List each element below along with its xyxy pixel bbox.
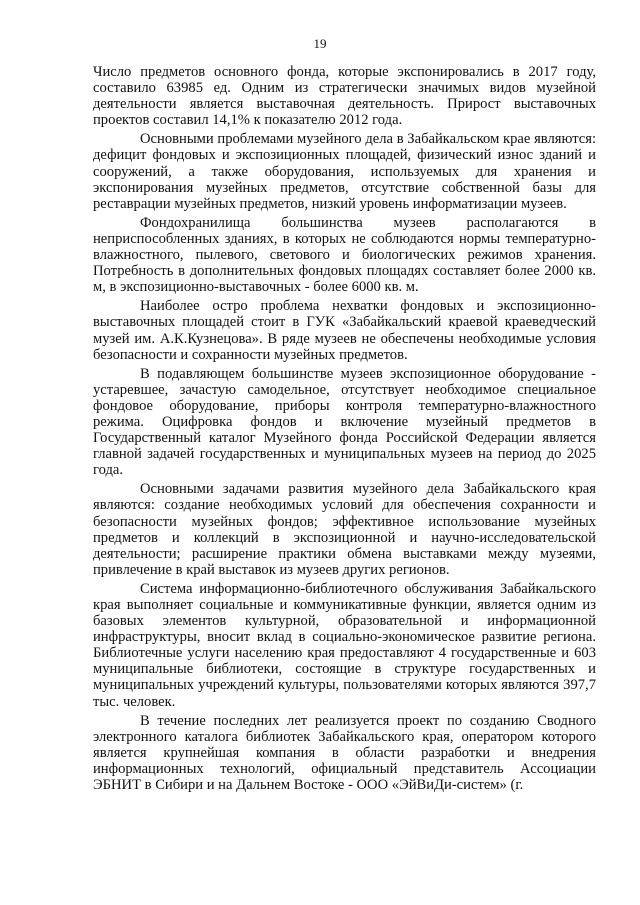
paragraph-space-shortage: Наиболее остро проблема нехватки фондовых и экспозиционно-выставочных площадей стоит в ГУК «Забайкальский краевой краеведческий музей им. А.К.Кузнецова». В ряде музеев не обеспечены необходимые условия безопасности и сохранности музейных предметов.	[93, 298, 596, 363]
document-body	[93, 64, 596, 796]
paragraph-storage-facilities: Фондохранилища большинства музеев располагаются в неприспособленных зданиях, в которых не соблюдаются нормы температурно-влажностного, пылевого, светового и биологических режимов хранения. Потребность в дополнительных фондовых площадях составляет более 2000 кв. м, в экспозиционно-выставочных - более 6000 кв. м.	[93, 214, 596, 296]
paragraph-electronic-catalog: В течение последних лет реализуется проект по созданию Сводного электронного каталога библиотек Забайкальского края, оператором которого является крупнейшая компания в области разработки и внедрения информационных технологий, официальный представитель Ассоциации ЭБНИТ в Сибири и на Дальнем Востоке - ООО «ЭйВиДи-систем» (г.	[93, 712, 596, 794]
paragraph-exhibition-equipment: В подавляющем большинстве музеев экспозиционное оборудование - устаревшее, зачастую самодельное, отсутствует необходимое специальное фондовое оборудование, приборы контроля температурно-влажностного режима. Оцифровка фондов и включение музейный предметов в Государственный каталог Музейного фонда Российской Федерации является главной задачей государственных и муниципальных музеев на период до 2025 года.	[93, 365, 596, 479]
paragraph-development-tasks: Основными задачами развития музейного дела Забайкальского края являются: создание необходимых условий для обеспечения сохранности и безопасности музейных фондов; эффективное использование музейных предметов и коллекций в экспозиционной и научно-исследовательской деятельности; расширение практики обмена выставками между музеями, привлечение в край выставок из музеев других регионов.	[93, 481, 596, 578]
paragraph-museum-problems: Основными проблемами музейного дела в Забайкальском крае являются: дефицит фондовых и экспозиционных площадей, физический износ зданий и сооружений, а также оборудования, используемых для хранения и экспонирования музейных предметов, отсутствие собственной базы для реставрации музейных предметов, низкий уровень информатизации музеев.	[93, 131, 596, 212]
paragraph-museum-fund-count: Число предметов основного фонда, которые экспонировались в 2017 году, составило 63985 ед. Одним из стратегически значимых видов музейной деятельности является выставочная деятельность. Прирост выставочных проектов составил 14,1% к показателю 2012 года.	[93, 64, 596, 129]
page-number: 19	[313, 36, 327, 51]
paragraph-library-system: Система информационно-библиотечного обслуживания Забайкальского края выполняет социальные и коммуникативные функции, является одним из базовых элементов культурной, образовательной и информационной инфраструктуры, вносит вклад в социально-экономическое развитие региона. Библиотечные услуги населению края предоставляют 4 государственные и 603 муниципальные библиотеки, состоящие в структуре государственных и муниципальных учреждений культуры, пользователями которых являются 397,7 тыс. человек.	[93, 580, 596, 710]
